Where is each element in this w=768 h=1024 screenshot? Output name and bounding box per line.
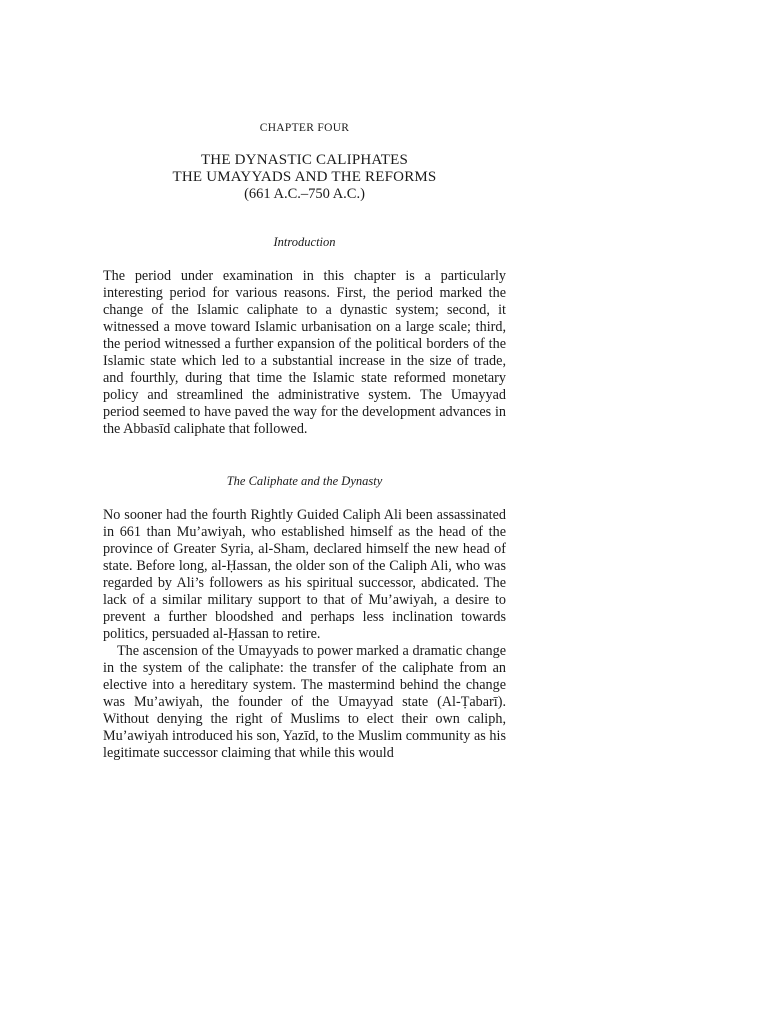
section-heading-introduction: Introduction xyxy=(273,235,336,249)
paragraph-caliphate-2: The ascension of the Umayyads to power marked a dramatic change in the system of the caliphate: the transfer of the caliphate from an elective into a hereditary system. The mastermind behind the change was Mu’awiyah, the founder of the Umayyad state (Al-Ṭabarī). Without denying the right of Muslims to elect their own caliph, Mu’awiyah introduced his son, Yazīd, to the Muslim community as his legitimate successor claiming that while this would xyxy=(103,643,506,761)
chapter-title xyxy=(103,152,506,203)
chapter-dates: (661 A.C.–750 A.C.) xyxy=(244,186,365,202)
chapter-label: CHAPTER FOUR xyxy=(259,122,350,134)
section-heading-caliphate-dynasty: The Caliphate and the Dynasty xyxy=(226,474,383,488)
book-page xyxy=(103,122,506,762)
chapter-title-line-1: THE DYNASTIC CALIPHATES xyxy=(200,152,409,168)
section-spacer xyxy=(103,438,506,474)
paragraph-caliphate-1: No sooner had the fourth Rightly Guided Caliph Ali been assassinated in 661 than Mu’awiyah, who established himself as the head of the province of Greater Syria, al-Sham, declared himself the new head of state. Before long, al-Ḥassan, the older son of the Caliph Ali, who was regarded by Ali’s followers as his spiritual successor, abdicated. The lack of a similar military support to that of Mu’awiyah, a desire to prevent a further bloodshed and perhaps less inclination towards politics, persuaded al-Ḥassan to retire. xyxy=(103,507,506,642)
chapter-title-line-2: THE UMAYYADS AND THE REFORMS xyxy=(172,169,437,185)
paragraph-introduction: The period under examination in this chapter is a particularly interesting period for various reasons. First, the period marked the change of the Islamic caliphate to a dynastic system; second, it witnessed a move toward Islamic urbanisation on a large scale; third, the period witnessed a further expansion of the political borders of the Islamic state which led to a substantial increase in the size of trade, and fourthly, during that time the Islamic state reformed monetary policy and streamlined the administrative system. The Umayyad period seemed to have paved the way for the development advances in the Abbasīd caliphate that followed. xyxy=(103,268,506,437)
